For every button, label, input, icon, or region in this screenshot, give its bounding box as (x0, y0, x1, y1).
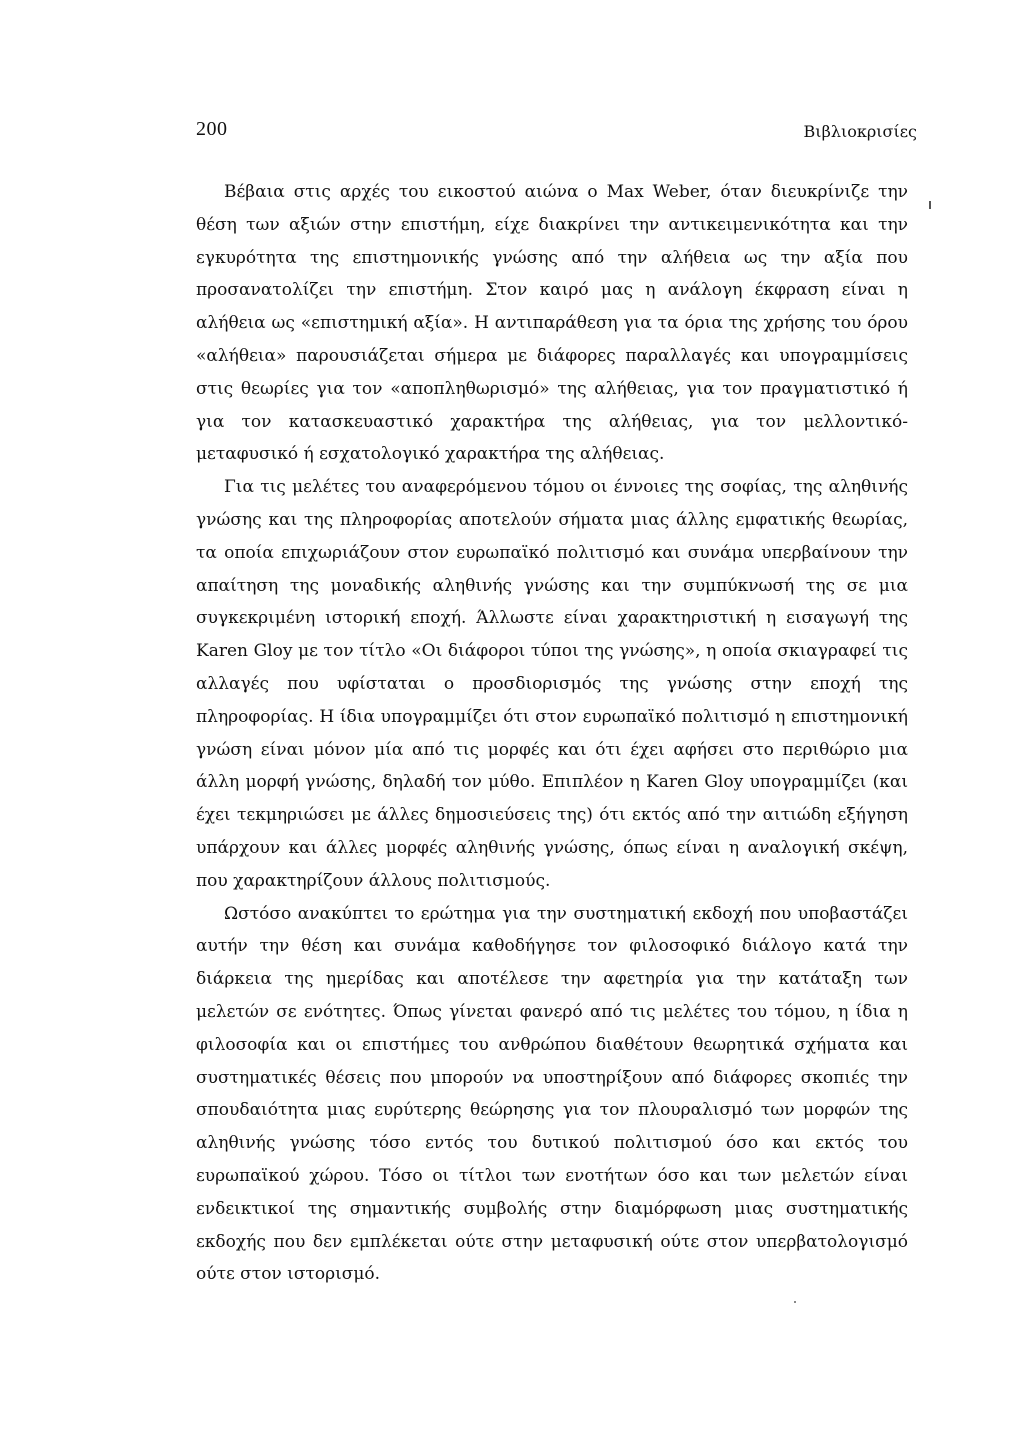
paragraph-2: Για τις μελέτες του αναφερόμενου τόμου οι έννοιες της σοφίας, της αληθινής γνώσης και της πληροφορίας αποτελούν σήματα μιας άλλης εμφατικής θεωρίας, τα οποία επιχωριάζουν στον ευρωπαϊκό πολιτισμό και συνάμα υπερβαίνουν την απαίτηση της μοναδικής αληθινής γνώσης και την συμπύκνωσή της σε μια συγκεκριμένη ιστορική εποχή. Άλλωστε είναι χαρακτηριστική η εισαγωγή της Karen Gloy με τον τίτλο «Οι διάφοροι τύποι της γνώσης», η οποία σκιαγραφεί τις αλλαγές που υφίσταται ο προσδιορισμός της γνώσης στην εποχή της πληροφορίας. Η ίδια υπογραμμίζει ότι στον ευρωπαϊκό πολιτισμό η επιστημονική γνώση είναι μόνον μία από τις μορφές και ότι έχει αφήσει στο περιθώριο μια άλλη μορφή γνώσης, δηλαδή τον μύθο. Επιπλέον η Karen Gloy υπογραμμίζει (και έχει τεκμηριώσει με άλλες δημοσιεύσεις της) ότι εκτός από την αιτιώδη εξήγηση υπάρχουν και άλλες μορφές αληθινής γνώσης, όπως είναι η αναλογική σκέψη, που χαρακτηρίζουν άλλους πολιτισμούς. (196, 477, 908, 891)
scan-speck (794, 1301, 796, 1303)
paragraph-3: Ωστόσο ανακύπτει το ερώτημα για την συστηματική εκδοχή που υποβαστάζει αυτήν την θέση και συνάμα καθοδήγησε τον φιλοσοφικό διάλογο κατά την διάρκεια της ημερίδας και αποτέλεσε την αφετηρία για την κατάταξη των μελετών σε ενότητες. Όπως γίνεται φανερό από τις μελέτες του τόμου, η ίδια η φιλοσοφία και οι επιστήμες του ανθρώπου διαθέτουν θεωρητικά σχήματα και συστηματικές θέσεις που μπορούν να υποστηρίξουν από διάφορες σκοπιές την σπουδαιότητα μιας ευρύτερης θεώρησης για τον πλουραλισμό των μορφών της αληθινής γνώσης τόσο εντός του δυτικού πολιτισμού όσο και εκτός του ευρωπαϊκού χώρου. Τόσο οι τίτλοι των ενοτήτων όσο και των μελετών είναι ενδεικτικοί της σημαντικής συμβολής στην διαμόρφωση μιας συστηματικής εκδοχής που δεν εμπλέκεται ούτε στην μεταφυσική ούτε στον υπερβατολογισμό ούτε στον ιστορισμό. (196, 903, 908, 1285)
running-head: Βιβλιοκρισίες (803, 122, 917, 141)
margin-mark (929, 201, 931, 209)
page-number: 200 (196, 118, 228, 140)
page-header (196, 118, 917, 148)
body-text (196, 176, 908, 1291)
paragraph-1: Βέβαια στις αρχές του εικοστού αιώνα ο Max Weber, όταν διευκρίνιζε την θέση των αξιών στην επιστήμη, είχε διακρίνει την αντικειμενικότητα και την εγκυρότητα της επιστημονικής γνώσης από την αλήθεια ως την αξία που προσανατολίζει την επιστήμη. Στον καιρό μας η ανάλογη έκφραση είναι η αλήθεια ως «επιστημική αξία». Η αντιπαράθεση για τα όρια της χρήσης του όρου «αλήθεια» παρουσιάζεται σήμερα με διάφορες παραλλαγές και υπογραμμίσεις στις θεωρίες για τον «αποπληθωρισμό» της αλήθειας, για τον πραγματιστικό ή για τον κατασκευαστικό χαρακτήρα της αλήθειας, για τον μελλοντικό-μεταφυσικό ή εσχατολογικό χαρακτήρα της αλήθειας. (196, 182, 908, 465)
